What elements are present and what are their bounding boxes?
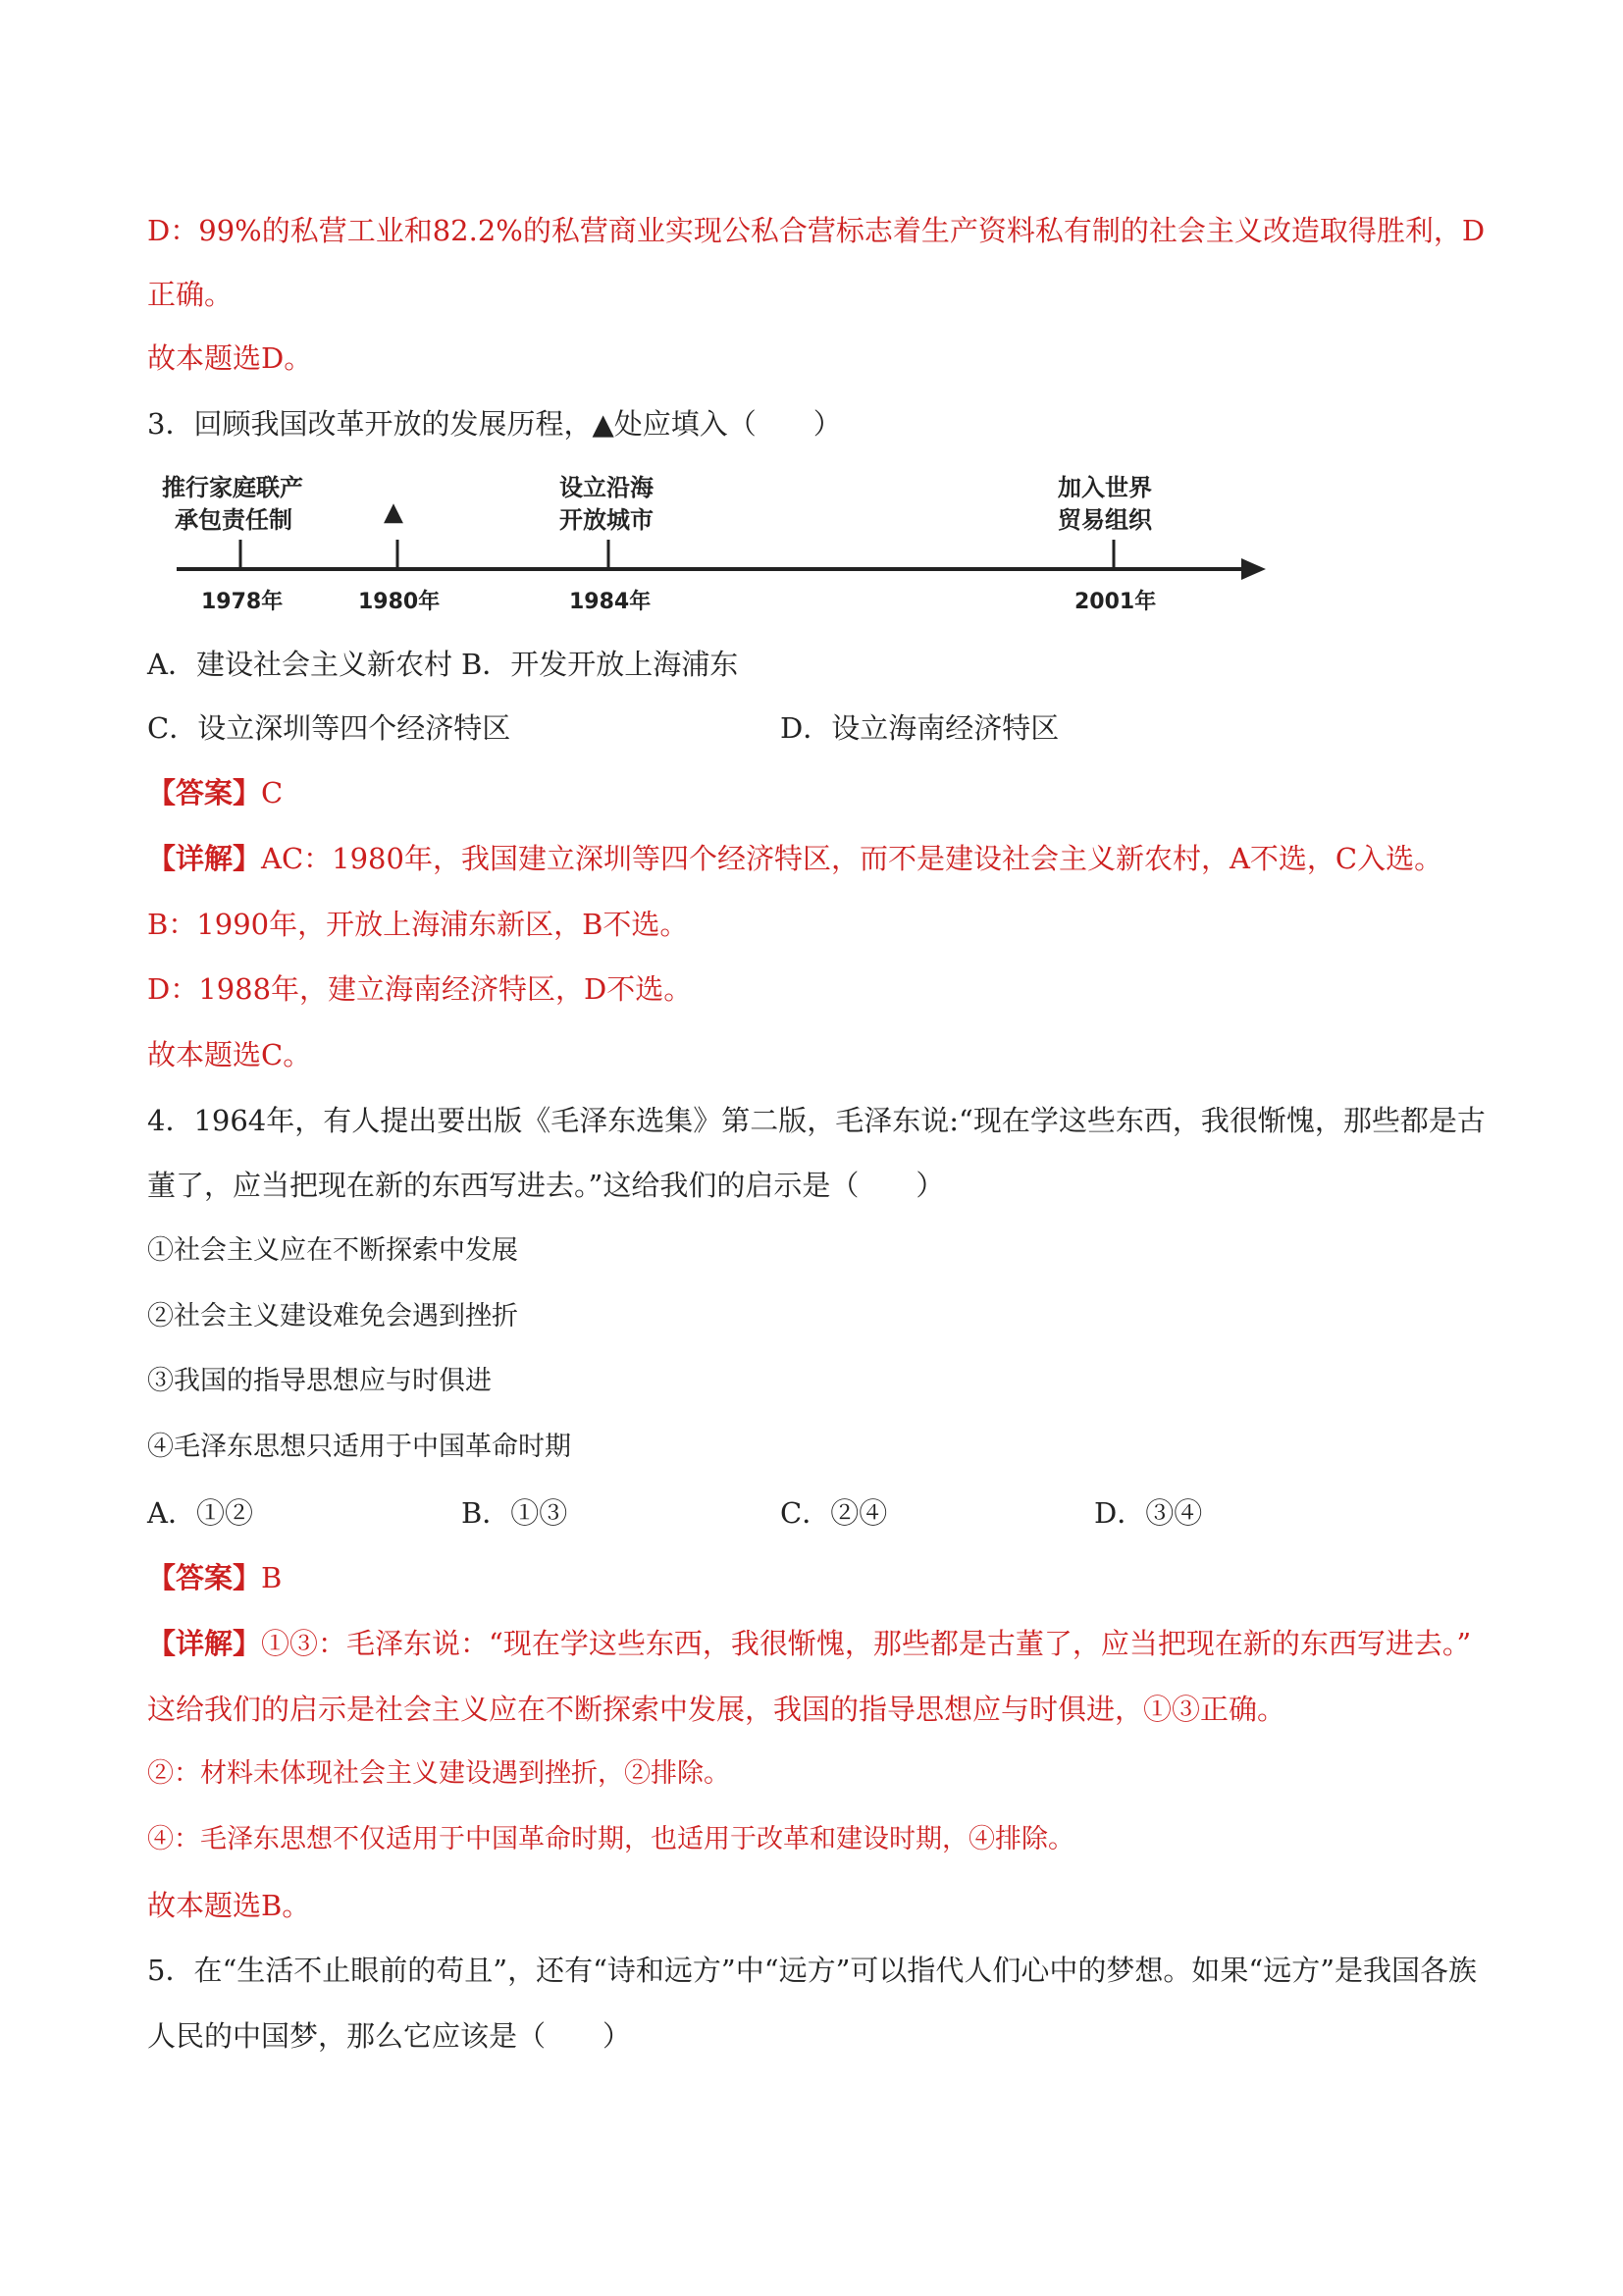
q3-stem: 3．回顾我国改革开放的发展历程，▲处应填入（ ） <box>147 407 842 441</box>
event-1978-line2: 承包责任制 <box>175 505 292 534</box>
event-1984-line2: 开放城市 <box>559 505 654 534</box>
q3-option-b: B．开发开放上海浦东 <box>461 648 739 681</box>
detail-tag: 【详解】 <box>147 842 262 875</box>
q4-detail-3: ②：材料未体现社会主义建设遇到挫折，②排除。 <box>147 1758 730 1789</box>
detail-text: ①③：毛泽东说：“现在学这些东西，我很惭愧，那些都是古董了，应当把现在新的东西写进去。” <box>261 1627 1472 1660</box>
prev-detail-line-1: D：99%的私营工业和82.2%的私营商业实现公私合营标志着生产资料私有制的社会主义改造取得胜利，D <box>147 214 1486 247</box>
detail-tag: 【详解】 <box>147 1627 262 1660</box>
q4-detail-4: ④：毛泽东思想不仅适用于中国革命时期，也适用于改革和建设时期，④排除。 <box>147 1824 1074 1854</box>
prev-detail-line-2: 正确。 <box>147 278 234 311</box>
q3-detail-3: D：1988年，建立海南经济特区，D不选。 <box>147 972 693 1006</box>
q5-stem-line-2: 人民的中国梦，那么它应该是（ ） <box>147 2019 632 2053</box>
q4-item-1: ①社会主义应在不断探索中发展 <box>147 1235 518 1266</box>
q5-stem-line-1: 5．在“生活不止眼前的苟且”，还有“诗和远方”中“远方”可以指代人们心中的梦想。如果“远方”是我国各族 <box>147 1954 1478 1987</box>
q3-timeline-figure <box>147 461 1276 628</box>
q4-item-2: ②社会主义建设难免会遇到挫折 <box>147 1301 518 1331</box>
q4-stem-line-2: 董了，应当把现在新的东西写进去。”这给我们的启示是（ ） <box>147 1169 945 1202</box>
answer-tag: 【答案】 <box>147 1561 262 1594</box>
q3-detail-1 <box>147 839 1442 878</box>
q3-answer <box>147 773 283 812</box>
q4-option-c: C．②④ <box>780 1496 888 1530</box>
answer-value: B <box>261 1561 283 1594</box>
year-1984: 1984年 <box>569 590 652 614</box>
q3-detail-2: B：1990年，开放上海浦东新区，B不选。 <box>147 908 689 941</box>
timeline-arrowhead <box>1241 558 1266 580</box>
event-1984-line1: 设立沿海 <box>559 473 654 501</box>
q3-option-d: D．设立海南经济特区 <box>780 711 1060 745</box>
q3-option-a: A．建设社会主义新农村 <box>147 648 452 681</box>
year-1978: 1978年 <box>201 590 284 614</box>
q4-answer <box>147 1558 282 1597</box>
event-2001-line1: 加入世界 <box>1058 473 1152 501</box>
event-2001-line2: 贸易组织 <box>1058 505 1152 534</box>
detail-text: AC：1980年，我国建立深圳等四个经济特区，而不是建设社会主义新农村，A不选，C入选。 <box>261 842 1443 875</box>
q4-detail-2: 这给我们的启示是社会主义应在不断探索中发展，我国的指导思想应与时俱进，①③正确。 <box>147 1693 1286 1726</box>
q4-stem-line-1: 4．1964年，有人提出要出版《毛泽东选集》第二版，毛泽东说:“现在学这些东西，我很惭愧，那些都是古 <box>147 1104 1486 1137</box>
year-2001: 2001年 <box>1074 590 1157 614</box>
q4-option-a: A．①② <box>147 1496 253 1530</box>
year-1980: 1980年 <box>358 590 441 614</box>
q3-conclusion: 故本题选C。 <box>147 1038 312 1071</box>
q4-detail-1 <box>147 1624 1471 1663</box>
answer-tag: 【答案】 <box>147 776 262 809</box>
q4-option-b: B．①③ <box>461 1496 568 1530</box>
q4-conclusion: 故本题选B。 <box>147 1889 311 1922</box>
q3-option-c: C．设立深圳等四个经济特区 <box>147 711 511 745</box>
answer-value: C <box>261 776 284 809</box>
prev-conclusion: 故本题选D。 <box>147 341 313 375</box>
event-1978-line1: 推行家庭联产 <box>162 473 303 501</box>
q4-option-d: D．③④ <box>1094 1496 1203 1530</box>
q4-item-3: ③我国的指导思想应与时俱进 <box>147 1366 492 1396</box>
q4-item-4: ④毛泽东思想只适用于中国革命时期 <box>147 1432 571 1462</box>
event-1980-triangle: ▲ <box>384 497 403 527</box>
